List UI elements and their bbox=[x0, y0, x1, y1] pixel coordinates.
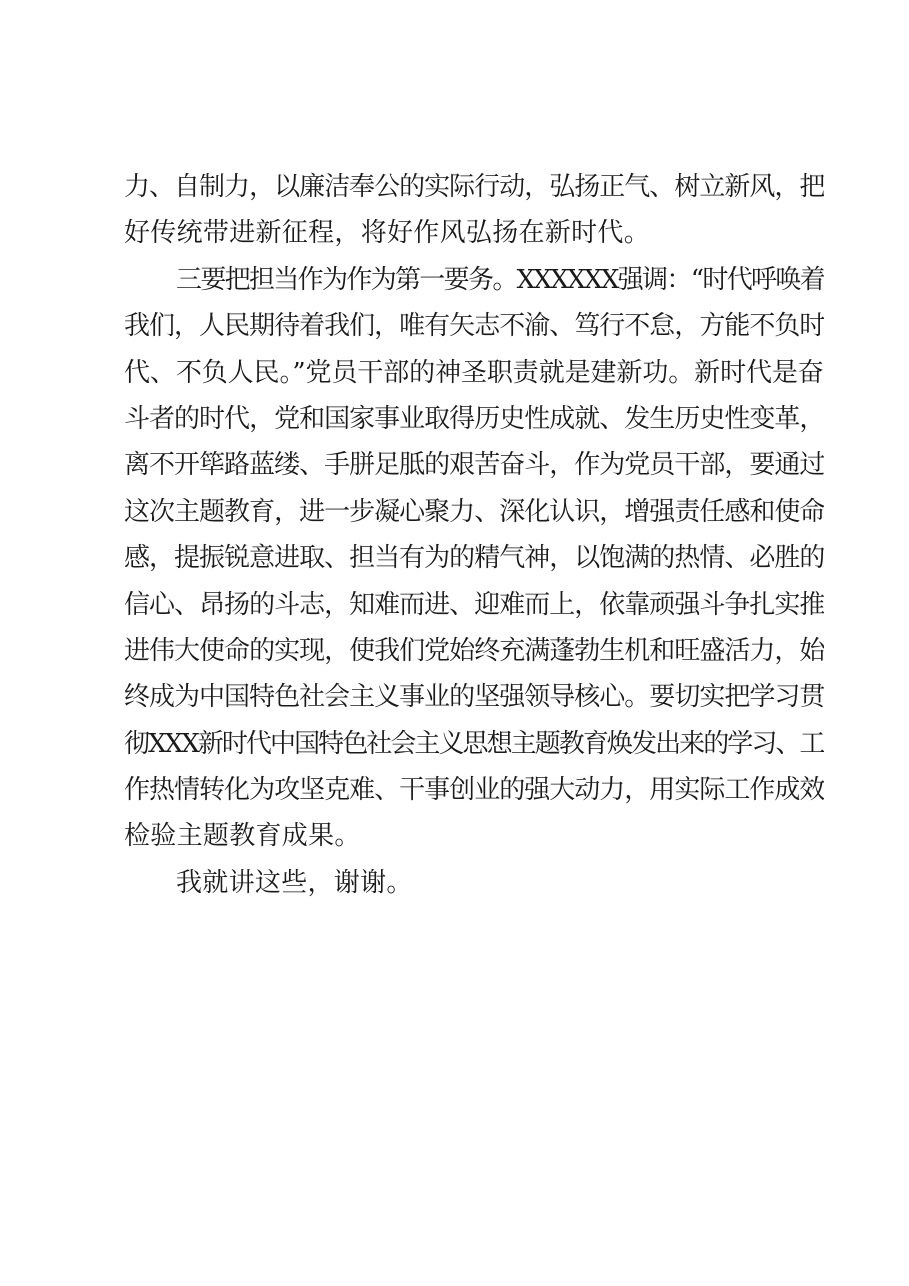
text-line: 感，提振锐意进取、担当有为的精气神，以饱满的热情、必胜的 bbox=[124, 543, 824, 574]
text-line: 我们，人民期待着我们，唯有矢志不渝、笃行不怠，方能不负时 bbox=[124, 311, 824, 342]
text-line: 这次主题教育，进一步凝心聚力、深化认识，增强责任感和使命 bbox=[124, 496, 824, 527]
text-line: 力、自制力，以廉洁奉公的实际行动，弘扬正气、树立新风，把 bbox=[124, 172, 824, 202]
paragraph-start-line: 三要把担当作为作为第一要务。XXXXXX强调：“时代呼唤着 bbox=[176, 264, 824, 295]
closing-line: 我就讲这些，谢谢。 bbox=[176, 867, 413, 898]
text-line: 检验主题教育成果。 bbox=[124, 821, 361, 852]
text-line: 好传统带进新征程，将好作风弘扬在新时代。 bbox=[124, 218, 651, 249]
text-line: 彻XXX新时代中国特色社会主义思想主题教育焕发出来的学习、工 bbox=[124, 728, 824, 759]
text-line: 作热情转化为攻坚克难、干事创业的强大动力，用实际工作成效 bbox=[124, 775, 824, 806]
text-line: 代、不负人民。”党员干部的神圣职责就是建新功。新时代是奋 bbox=[124, 357, 824, 388]
text-line: 终成为中国特色社会主义事业的坚强领导核心。要切实把学习贯 bbox=[124, 682, 824, 713]
text-line: 进伟大使命的实现，使我们党始终充满蓬勃生机和旺盛活力，始 bbox=[124, 635, 824, 666]
document-body bbox=[124, 164, 824, 906]
text-line: 斗者的时代，党和国家事业取得历史性成就、发生历史性变革， bbox=[124, 403, 824, 434]
text-line: 信心、昂扬的斗志，知难而进、迎难而上，依靠顽强斗争扎实推 bbox=[124, 589, 824, 620]
text-line: 离不开筚路蓝缕、手胼足胝的艰苦奋斗，作为党员干部，要通过 bbox=[124, 450, 824, 481]
